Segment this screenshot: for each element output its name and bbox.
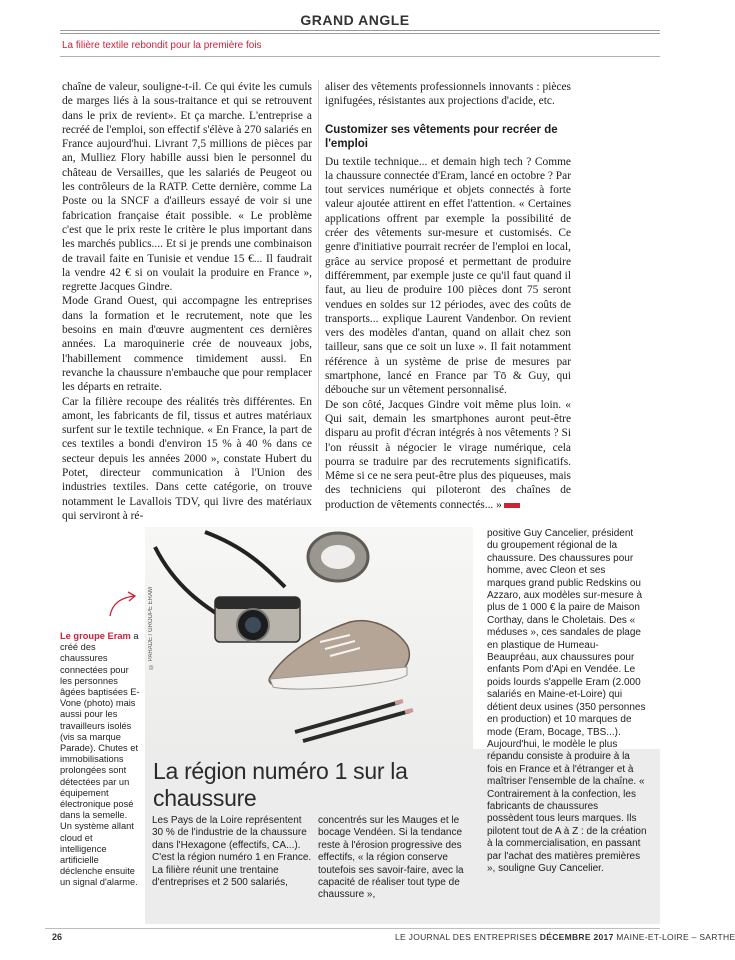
column-divider bbox=[318, 80, 319, 480]
header-rule-top bbox=[60, 30, 660, 31]
issue-date: DÉCEMBRE 2017 bbox=[539, 932, 614, 942]
publication-name: LE JOURNAL DES ENTREPRISES bbox=[395, 932, 538, 942]
article-paragraph: aliser des vêtements professionnels innovants : pièces ignifugées, résistantes aux projections d'acide, etc. bbox=[325, 81, 571, 108]
photo-credit: © PARADE / GROUPE ERAM bbox=[148, 587, 154, 669]
region-box-column-middle bbox=[318, 815, 481, 902]
article-paragraph: chaîne de valeur, souligne-t-il. Ce qui évite les cumuls de marges liés à la sous-traitance et qui se retrouvent dans le prix de revient». Et ça marche. L'entreprise a recréé de l'emploi, son effectif s'élève à 270 salariés en France aujourd'hui. Livrant 7,5 millions de pièces par an, Mulliez Flory habille aussi bien le personnel du château de Versailles, que les salariés de Peugeot ou les contrôleurs de la RATP. Cette dernière, comme La Poste ou la SNCF a d'ailleurs essayé de voir si une fabrication française était possible. « Le problème c'est que le prix reste le critère le plus important dans les marchés publics.... Et si je prends une combinaison de travail faite en Tunisie et vendue 15 €... Il faudrait la vendre 42 € si on voulait la produire en France », regrette Jacques Gindre. bbox=[62, 81, 312, 294]
footer-rule bbox=[45, 928, 660, 929]
pencil-tip bbox=[395, 701, 403, 703]
region-box-text: Les Pays de la Loire représentent 30 % de l'industrie de la chaussure dans l'Hexagone (effectifs, CA...). C'est la région numéro 1 en France. La filière réunit une trentaine d'entreprises et 2 500 salariés, bbox=[152, 815, 312, 889]
article-end-mark bbox=[504, 503, 520, 508]
pencil-tip bbox=[405, 710, 413, 712]
page-number: 26 bbox=[52, 932, 63, 942]
article-paragraph: Du textile technique... et demain high tech ? Comme la chaussure connectée d'Eram, lancé en octobre ? Par tout services numérique et objets connectés à forte valeur ajoutée attirent en effet l'attention. « Certaines applications offrent par exemple la possibilité de créer des vêtements sur-mesure et customisés. Ce genre d'initiative pourrait recréer de l'emploi en local, grâce au service proposé et permettant de produire différemment, par exemple juste ce qu'il faut quand il faut, au lieu de produire 100 pièces dont 75 seront vendues en soldes sur 12 périodes, avec des coûts de transports... explique Laurent Vandenbor. On revient vers des modèles d'antan, quand on allait chez son tailleur, sans que ce soit un luxe ». Il fait notamment référence à un système de prise de mesures par smartphone, lancé en France par Tō & Guy, qui débouche sur un vêtement personnalisé. bbox=[325, 155, 571, 397]
article-paragraph: Car la filière recoupe des réalités très différentes. En amont, les fabricants de fil, tissus et autres matériaux surfent sur le textile technique. « En France, la part de ces textiles a bondi d'environ 15 % à 40 % dans ce secteur depuis les années 2000 », constate Hubert du Potet, directeur communication à l'Union des industries textiles. Dans cette catégorie, on trouve notamment le Lavallois TDV, qui livre des matériaux qui serviront à ré- bbox=[62, 395, 312, 522]
bracelet-hole bbox=[321, 545, 355, 569]
region-box-text: concentrés sur les Mauges et le bocage Vendéen. Si la tendance reste à l'érosion progressive des effectifs, « la région conserve toutefois ses savoir-faire, avec la capacité de réaliser tout type de chaussure », bbox=[318, 815, 464, 901]
article-column-left bbox=[62, 80, 312, 523]
photo-callout bbox=[60, 631, 140, 889]
section-label: GRAND ANGLE bbox=[300, 12, 410, 28]
camera-lens-glass bbox=[245, 617, 261, 633]
camera-strap bbox=[205, 532, 285, 587]
header-rule-bottom bbox=[60, 33, 660, 34]
region-box-title: La région numéro 1 sur la chaussure bbox=[153, 758, 408, 811]
article-paragraph bbox=[325, 398, 571, 512]
article-paragraph-text: De son côté, Jacques Gindre voit même plus loin. « Qui sait, demain les smartphones auront peut-être disparu au profit d'écran intégrés à nos vêtements ? Si l'on réussit à négocier le virage numérique, cela pourra se traduire par des recrutements significatifs. Même si ce ne sera peut-être plus des piqueuses, mais des techniciens qui piloteront des chaînes de production de vêtements connectés... » bbox=[325, 398, 571, 511]
camera-top bbox=[215, 597, 300, 609]
callout-text: a créé des chaussures connectées pour les personnes âgées baptisées E-Vone (photo) mais aussi pour les travailleurs isolés (vis sa marque Parade). Chutes et immobilisations prolongées sont détectées par un équipement électronique posé dans la semelle. Un système allant cloud et intelligence artificielle déclenche ensuite un signal d'alarme. bbox=[60, 631, 140, 888]
callout-arrow-icon bbox=[108, 590, 138, 618]
region-box-column-left bbox=[152, 815, 312, 889]
edition-name: MAINE-ET-LOIRE – SARTHE bbox=[616, 932, 735, 942]
product-photo bbox=[145, 527, 473, 749]
article-subhead: Customizer ses vêtements pour recréer de l'emploi bbox=[325, 123, 558, 150]
region-box-text: positive Guy Cancelier, président du groupement régional de la chaussure. Des chaussures pour homme, avec Cleon et ses marques grand public Redskins ou Azzaro, aux modèles sur-mesure à plus de 1 000 € la paire de Maison Corthay, dans le Choletais. Des « méduses », ces sandales de plage en plastique de Humeau-Beaupréau, aux chaussures pour enfants Pom d'Api en Vendée. Le poids lourds s'appelle Eram (2.000 salariés en Maine-et-Loire) qui détient deux usines (350 personnes en production) et 10 marques de mode (Eram, Bocage, TBS...). Aujourd'hui, le modèle le plus répandu consiste à produire à la fois en France et à l'étranger et à maîtriser l'ensemble de la chaîne. « Contrairement à la confection, les fabricants de chaussures possèdent tous leurs marques. Ils pilotent tout de A à Z : de la création à la commercialisation, en passant par l'achat des matières premières », souligne Guy Cancelier. bbox=[487, 528, 647, 874]
footer-publication bbox=[395, 932, 735, 942]
article-paragraph: Mode Grand Ouest, qui accompagne les entreprises dans la formation et le recrutement, note que les besoins en main d'œuvre augmentent ces dernières années. La maroquinerie crée de nouveaux jobs, l'habillement commence timidement aussi. En revanche la chaussure n'embauche que pour remplacer les départs en retraite. bbox=[62, 295, 312, 394]
region-box-column-right bbox=[487, 528, 647, 875]
product-photo-illustration bbox=[145, 527, 473, 749]
page-kicker: La filière textile rebondit pour la première fois bbox=[62, 40, 262, 51]
article-column-right bbox=[325, 80, 571, 512]
callout-name: Le groupe Eram bbox=[60, 631, 131, 641]
kicker-rule bbox=[60, 56, 660, 57]
